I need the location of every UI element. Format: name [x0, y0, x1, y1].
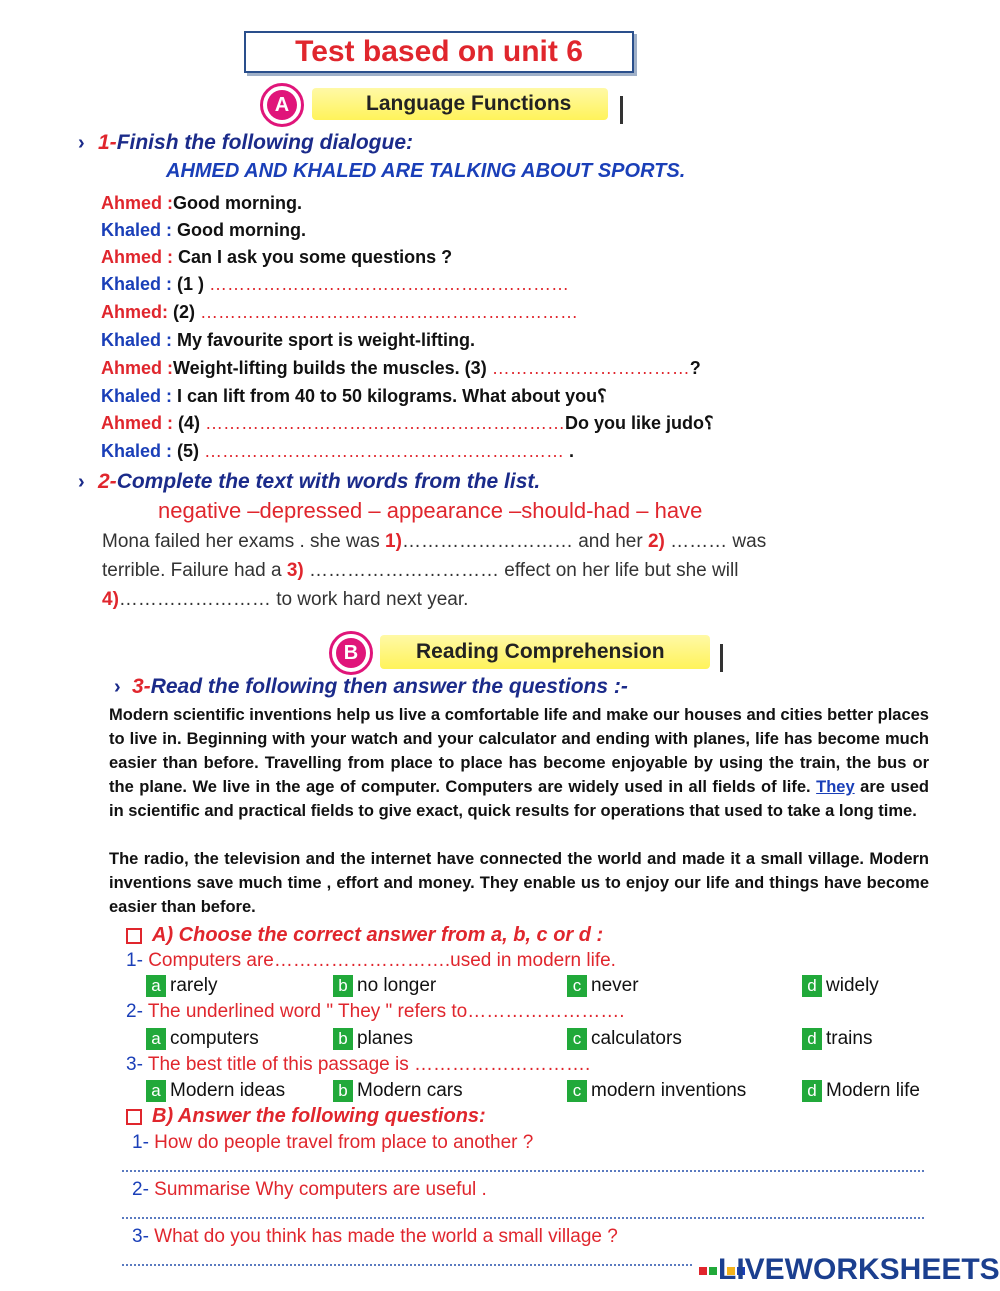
answer-line[interactable] — [122, 1217, 924, 1219]
q1-heading: 1-Finish the following dialogue: — [98, 131, 413, 154]
dialogue-line: Khaled : (1 ) …………………………………………………… — [101, 274, 570, 294]
mcq-option[interactable] — [802, 1028, 872, 1050]
q2-text-line-3: 4)…………………… to work hard next year. — [102, 589, 469, 610]
section-a-bracket — [620, 96, 623, 124]
section-a-badge — [260, 83, 304, 127]
dialogue-line: Ahmed : (4) ……………………………………………………Do you like judo؟ — [101, 413, 714, 433]
dialogue-line: Ahmed: (2) ……………………………………………………… — [101, 302, 579, 322]
dialogue-line: Ahmed :Weight-lifting builds the muscles. (3) ……………………………? — [101, 358, 701, 378]
dialogue-line: Khaled : I can lift from 40 to 50 kilograms. What about you؟ — [101, 386, 607, 406]
mcq-question: 2- The underlined word " They " refers to……………………. — [126, 1001, 625, 1022]
option-label: computers — [170, 1028, 259, 1050]
option-letter-badge: d — [802, 975, 822, 997]
option-letter-badge: d — [802, 1028, 822, 1050]
mcq-option[interactable] — [567, 1028, 682, 1050]
word-list: negative –depressed – appearance –should-had – have — [158, 498, 703, 523]
chevron-icon: › — [78, 132, 85, 154]
dialogue-line: Ahmed : Can I ask you some questions ? — [101, 247, 453, 267]
mcq-option[interactable] — [333, 1028, 413, 1050]
q1-subheading: AHMED AND KHALED ARE TALKING ABOUT SPORTS. — [166, 160, 686, 182]
mcq-option[interactable] — [802, 975, 879, 997]
option-label: Modern cars — [357, 1080, 463, 1102]
section-b-badge — [329, 631, 373, 675]
mcq-option[interactable] — [333, 1080, 463, 1102]
logo-grid-icon — [698, 1266, 718, 1276]
answer-line[interactable] — [122, 1170, 924, 1172]
q2-text-line-1: Mona failed her exams . she was 1)……………………… and her 2) ……… was — [102, 531, 767, 552]
part-b-heading: B) Answer the following questions: — [126, 1105, 486, 1128]
checkbox-square-icon — [126, 1109, 142, 1125]
mcq-option[interactable] — [567, 1080, 746, 1102]
option-label: modern inventions — [591, 1080, 747, 1102]
dialogue-line: Khaled : Good morning. — [101, 220, 306, 240]
mcq-option[interactable] — [333, 975, 436, 997]
q2-text-line-2: terrible. Failure had a 3) ………………………… effect on her life but she will — [102, 560, 739, 581]
option-letter-badge: c — [567, 1080, 587, 1102]
part-a-heading: A) Choose the correct answer from a, b, c or d : — [126, 924, 603, 947]
answer-line[interactable] — [122, 1264, 692, 1266]
dialogue-line: Khaled : (5) …………………………………………………… . — [101, 441, 575, 461]
q3-heading: 3-Read the following then answer the questions :- — [132, 675, 628, 698]
dialogue-line: Khaled : My favourite sport is weight-lifting. — [101, 330, 476, 350]
mcq-option[interactable] — [146, 1028, 259, 1050]
option-letter-badge: a — [146, 1028, 166, 1050]
option-label: widely — [826, 975, 879, 997]
open-question: 2- Summarise Why computers are useful . — [132, 1179, 487, 1200]
option-label: rarely — [170, 975, 218, 997]
title-box — [244, 31, 634, 73]
option-label: planes — [357, 1028, 413, 1050]
option-letter-badge: c — [567, 1028, 587, 1050]
mcq-option[interactable] — [146, 1080, 285, 1102]
option-label: trains — [826, 1028, 873, 1050]
mcq-question: 3- The best title of this passage is ………………………. — [126, 1054, 591, 1075]
section-a-letter: A — [267, 90, 297, 120]
option-label: calculators — [591, 1028, 682, 1050]
option-letter-badge: c — [567, 975, 587, 997]
option-label: no longer — [357, 975, 437, 997]
chevron-icon: › — [78, 471, 85, 493]
mcq-option[interactable] — [567, 975, 639, 997]
reading-passage-1: Modern scientific inventions help us live a comfortable life and make our houses and cities better places to live in. Beginning with your watch and your calculator and ending with planes, life has become much easier than before. Travelling from place to place has become enjoyable by using the train, the bus or the plane. We live in the age of computer. Computers are widely used in all fields of life. They are used in scientific and practical fields to give exact, quick results for operations that used to take a long time. — [109, 706, 929, 820]
mcq-option[interactable] — [802, 1080, 920, 1102]
chevron-icon: › — [114, 676, 121, 698]
option-letter-badge: b — [333, 975, 353, 997]
q2-heading: 2-Complete the text with words from the list. — [98, 470, 541, 493]
open-question: 1- How do people travel from place to another ? — [132, 1132, 534, 1153]
option-letter-badge: d — [802, 1080, 822, 1102]
section-a-banner: Language Functions — [312, 88, 608, 120]
option-letter-badge: b — [333, 1028, 353, 1050]
section-b-banner: Reading Comprehension — [380, 635, 710, 669]
mcq-question: 1- Computers are……………………….used in modern life. — [126, 950, 616, 971]
underlined-they: They — [816, 778, 855, 796]
dialogue-line: Ahmed :Good morning. — [101, 193, 302, 213]
option-label: never — [591, 975, 639, 997]
checkbox-square-icon — [126, 928, 142, 944]
open-question: 3- What do you think has made the world a small village ? — [132, 1226, 618, 1247]
option-letter-badge: a — [146, 975, 166, 997]
liveworksheets-logo: LIVEWORKSHEETS — [698, 1253, 1000, 1287]
option-label: Modern life — [826, 1080, 920, 1102]
section-b-bracket — [720, 644, 723, 672]
mcq-option[interactable] — [146, 975, 218, 997]
option-letter-badge: b — [333, 1080, 353, 1102]
option-label: Modern ideas — [170, 1080, 286, 1102]
section-b-letter: B — [336, 638, 366, 668]
reading-passage-2: The radio, the television and the internet have connected the world and made it a small village. Modern inventions save much time , effort and money. They enable us to enjoy our life and things have become easier than before. — [109, 850, 929, 916]
option-letter-badge: a — [146, 1080, 166, 1102]
page-title: Test based on unit 6 — [295, 35, 583, 68]
